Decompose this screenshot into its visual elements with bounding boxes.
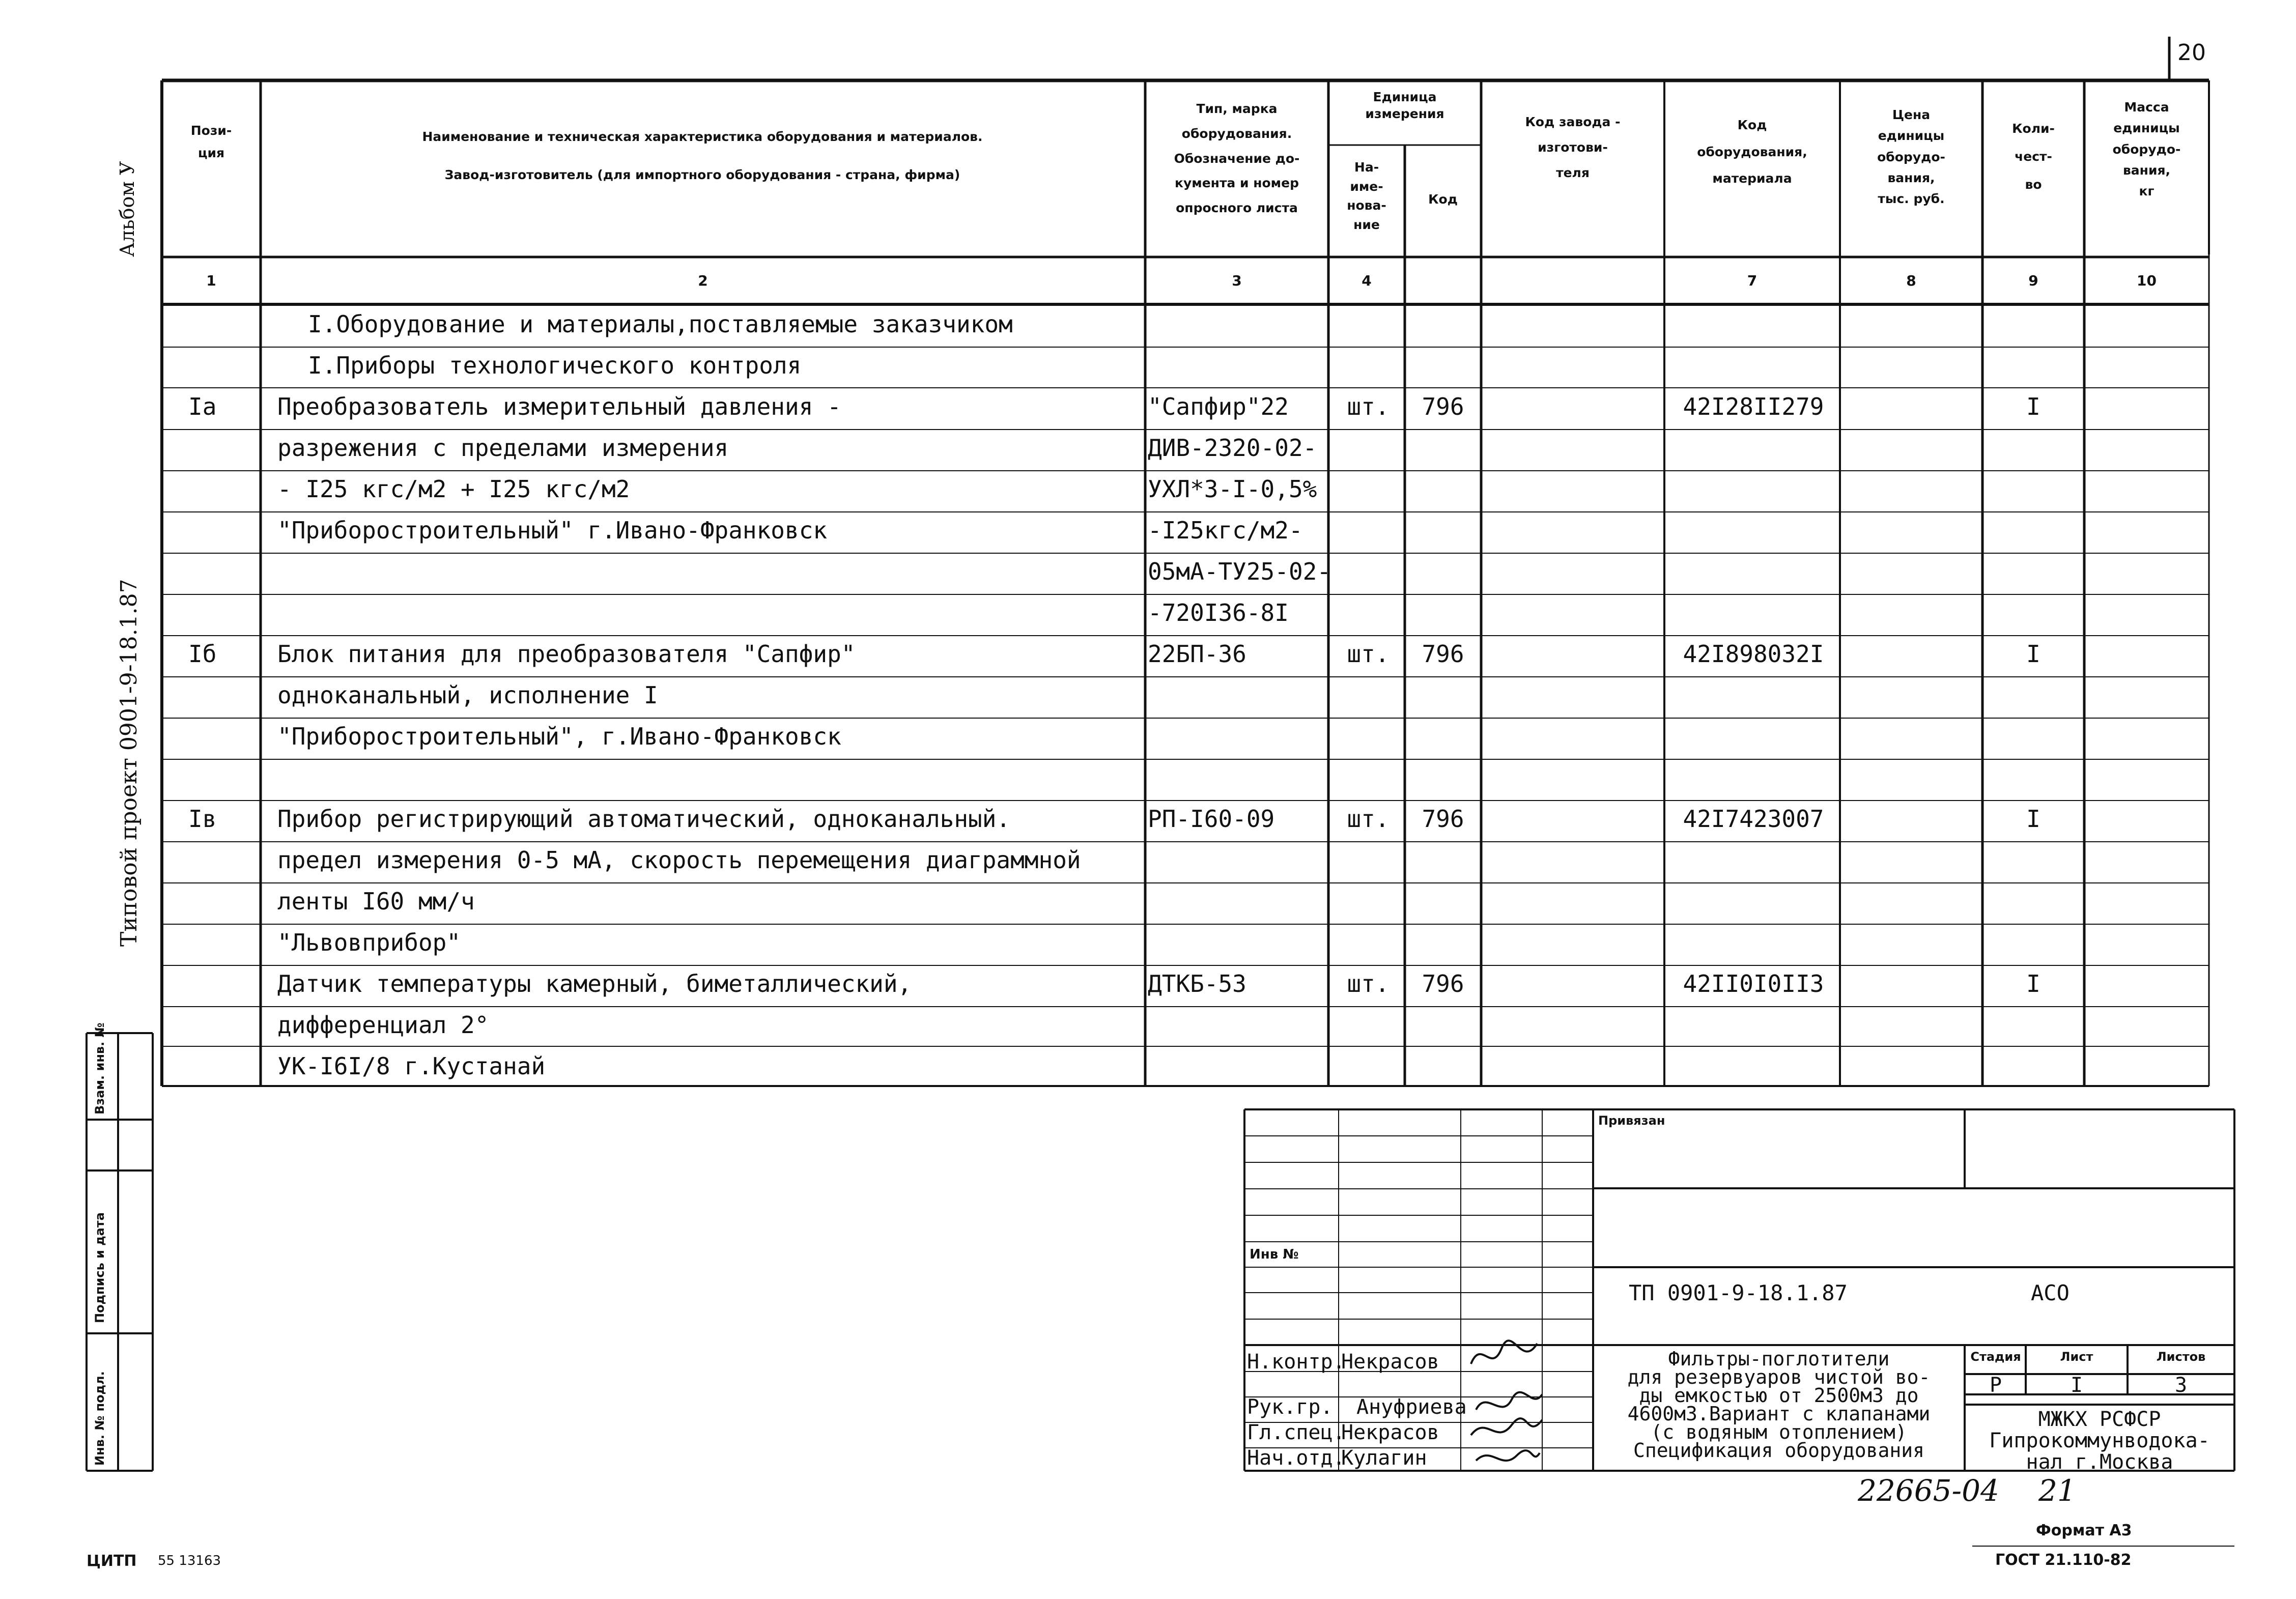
sheets-label: Листов <box>2156 1350 2206 1364</box>
cell-name: I.Оборудование и материалы,поставляемые заказчиком <box>308 310 1013 338</box>
cell-type: УХЛ*3-I-0,5% <box>1148 475 1317 503</box>
cell-name: Датчик температуры камерный, биметаллический, <box>277 970 912 997</box>
cell-equip: 42I898032I <box>1683 640 1824 668</box>
header-factory-code: Код завода - изготови- теля <box>1525 115 1621 180</box>
cell-type: ДИВ-2320-02- <box>1148 434 1317 462</box>
cell-unit: шт. <box>1347 805 1390 833</box>
col-num: 7 <box>1747 272 1758 289</box>
col-num: 10 <box>2137 272 2157 289</box>
col-num: 2 <box>698 272 708 289</box>
album-label: Альбом У <box>116 161 138 257</box>
inv-label: Инв № <box>1250 1247 1299 1262</box>
cell-name: одноканальный, исполнение I <box>277 681 658 709</box>
cell-name: УК-I6I/8 г.Кустанай <box>277 1052 546 1080</box>
signer-role: Рук.гр. <box>1247 1395 1333 1419</box>
header-pos: Пози- ция <box>190 123 232 160</box>
cell-code: 796 <box>1422 393 1464 420</box>
cell-name: - I25 кгс/м2 + I25 кгс/м2 <box>277 475 630 503</box>
stamp-inv-orig: Инв. № подл. <box>93 1371 107 1466</box>
signer-name: Кулагин <box>1341 1446 1427 1470</box>
cell-equip: 42II0I0II3 <box>1683 970 1824 997</box>
doc-suffix: АСО <box>2031 1280 2070 1305</box>
signer-name: Ануфриева <box>1356 1395 1467 1419</box>
col-num: 1 <box>206 272 216 289</box>
stamp-sign-date: Подпись и дата <box>93 1212 107 1323</box>
bound-label: Привязан <box>1598 1113 1665 1128</box>
cell-pos: Iа <box>188 393 217 420</box>
sheets-value: 3 <box>2174 1374 2188 1397</box>
doc-description: Фильтры-поглотители для резервуаров чистой во- ды емкостью от 2500м3 до 4600м3.Вариант с клапанами (с водяным отоплением) Спецификация оборудования <box>1627 1348 1931 1462</box>
header-unit-code: Код <box>1428 192 1458 207</box>
stamp-inv-replace: Взам. инв. № <box>93 1022 107 1115</box>
publisher-code: 55 13163 <box>158 1553 221 1568</box>
cell-qty: I <box>2026 393 2040 420</box>
cell-name: разрежения с пределами измерения <box>277 434 729 462</box>
header-qty: Коли- чест- во <box>2012 121 2055 192</box>
cell-equip: 42I7423007 <box>1683 805 1824 833</box>
col-num: 8 <box>1906 272 1916 289</box>
signer-role: Гл.спец. <box>1247 1421 1345 1444</box>
cell-code: 796 <box>1422 970 1464 997</box>
signer-role: Нач.отд. <box>1247 1446 1345 1470</box>
sheet-label: Лист <box>2060 1350 2093 1364</box>
col-num: 9 <box>2028 272 2038 289</box>
cell-equip: 42I28II279 <box>1683 393 1824 420</box>
header-unit-name: На- име- нова- ние <box>1347 160 1386 232</box>
cell-unit: шт. <box>1347 640 1390 668</box>
cell-unit: шт. <box>1347 393 1390 420</box>
cell-qty: I <box>2026 640 2040 668</box>
col-num: 3 <box>1232 272 1242 289</box>
cell-type: ДТКБ-53 <box>1148 970 1246 997</box>
cell-pos: Iв <box>188 805 217 833</box>
cell-name: "Приборостроительный", г.Ивано-Франковск <box>277 723 841 750</box>
cell-name: Прибор регистрирующий автоматический, одноканальный. <box>277 805 1011 833</box>
stamp-page: 21 <box>2038 1473 2076 1508</box>
signatures <box>1461 1333 1547 1476</box>
header-mass: Масса единицы оборудо- вания, кг <box>2112 100 2181 198</box>
cell-type: 05мА-ТУ25-02- <box>1148 558 1331 585</box>
cell-name: "Львовприбор" <box>277 929 461 956</box>
cell-unit: шт. <box>1347 970 1390 997</box>
col-num: 4 <box>1362 272 1372 289</box>
gost-label: ГОСТ 21.110-82 <box>1995 1551 2132 1569</box>
header-type: Тип, марка оборудования. Обозначение до- кумента и номер опросного листа <box>1174 101 1300 215</box>
publisher: ЦИТП <box>87 1552 137 1570</box>
doc-code: ТП 0901-9-18.1.87 <box>1629 1280 1848 1305</box>
cell-qty: I <box>2026 805 2040 833</box>
signer-name: Некрасов <box>1341 1421 1439 1444</box>
stage-label: Стадия <box>1970 1350 2021 1364</box>
cell-type: РП-I60-09 <box>1148 805 1275 833</box>
cell-code: 796 <box>1422 805 1464 833</box>
cell-code: 796 <box>1422 640 1464 668</box>
format-label: Формат А3 <box>2036 1522 2132 1539</box>
header-price: Цена единицы оборудо- вания, тыс. руб. <box>1877 107 1945 206</box>
signer-role: Н.контр. <box>1247 1350 1345 1374</box>
stage-value: Р <box>1989 1374 2002 1397</box>
cell-type: -720I36-8I <box>1148 599 1289 626</box>
cell-name: ленты I60 мм/ч <box>277 888 475 915</box>
sheet-value: I <box>2070 1374 2083 1397</box>
cell-type: -I25кгс/м2- <box>1148 517 1303 544</box>
signer-name: Некрасов <box>1341 1350 1439 1374</box>
org-name: МЖКХ РСФСР Гипрокоммунводока- нал г.Москва <box>1989 1408 2210 1474</box>
header-name: Наименование и техническая характеристика оборудования и материалов. Завод-изготовитель (для импортного оборудования - страна, фирма) <box>422 129 983 182</box>
stamp-number: 22665-04 <box>1858 1473 1999 1508</box>
cell-name: Преобразователь измерительный давления - <box>277 393 841 420</box>
cell-type: "Сапфир"22 <box>1148 393 1289 420</box>
cell-name: "Приборостроительный" г.Ивано-Франковск <box>277 517 828 544</box>
cell-pos: Iб <box>188 640 217 668</box>
cell-name: дифференциал 2° <box>277 1011 489 1039</box>
cell-type: 22БП-36 <box>1148 640 1246 668</box>
header-unit: Единица измерения <box>1365 90 1444 121</box>
header-equip-code: Код оборудования, материала <box>1697 118 1807 186</box>
page-number: 20 <box>2177 40 2206 66</box>
cell-name: Блок питания для преобразователя "Сапфир" <box>277 640 856 668</box>
project-label: Типовой проект 0901-9-18.1.87 <box>116 579 142 947</box>
cell-name: I.Приборы технологического контроля <box>308 352 802 379</box>
cell-qty: I <box>2026 970 2040 997</box>
cell-name: предел измерения 0-5 мА, скорость перемещения диаграммной <box>277 846 1081 874</box>
